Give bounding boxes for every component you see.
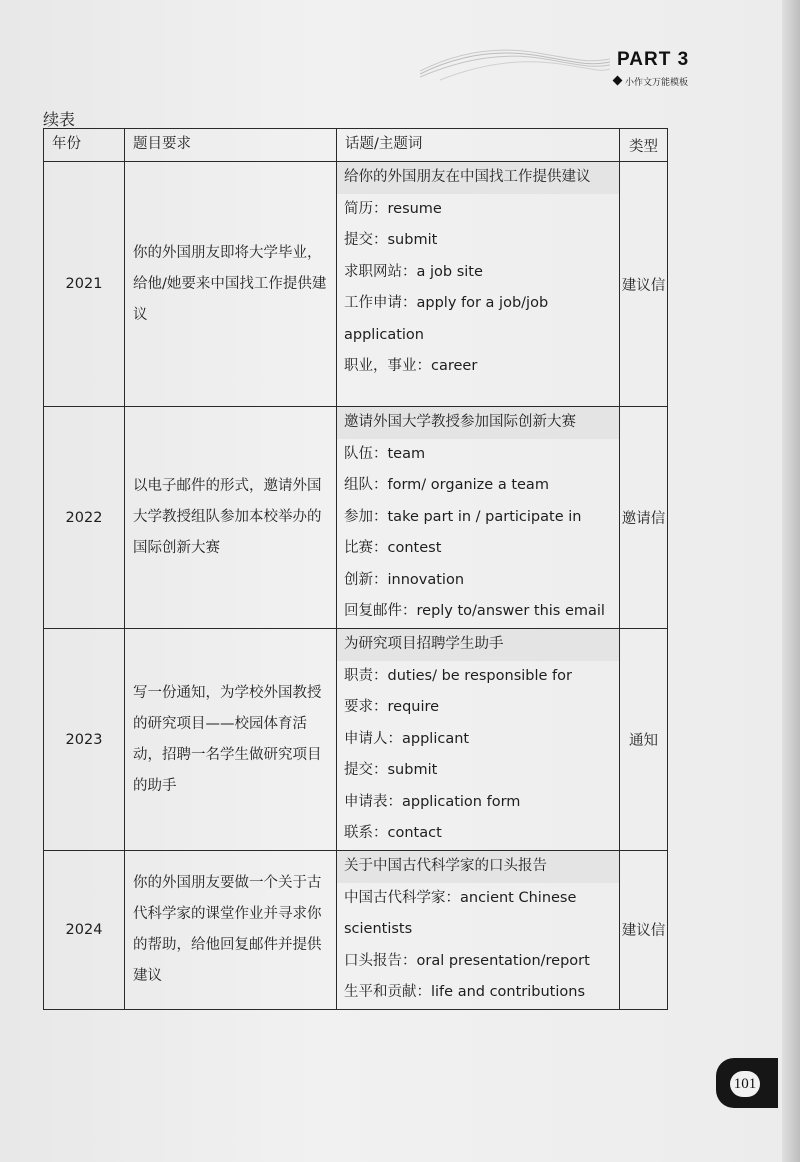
topic-term: 口头报告：oral presentation/report: [344, 952, 590, 969]
topic-term: 生平和贡献：life and contributions: [344, 984, 586, 1000]
page-number: 101: [730, 1071, 760, 1097]
topic-term: 工作申请：apply for a job/job application: [344, 295, 549, 343]
topic-cell: [337, 629, 620, 851]
type-cell: 邀请信: [620, 407, 668, 629]
year-cell: 2022: [44, 407, 125, 629]
type-cell: 建议信: [620, 162, 668, 407]
part-subtitle-text: 小作文万能模板: [625, 78, 689, 88]
table-header-row: [44, 129, 668, 162]
topic-term: 职责：duties/ be responsible for: [344, 667, 572, 684]
topic-term: 中国古代科学家：ancient Chinese scientists: [344, 889, 577, 937]
header-type: 类型: [620, 129, 668, 162]
diamond-bullet-icon: [613, 76, 623, 86]
header-requirement: 题目要求: [125, 129, 337, 162]
requirement-cell: 写一份通知，为学校外国教授的研究项目——校园体育活动，招聘一名学生做研究项目的助手: [125, 629, 337, 851]
page-number-tab: [716, 1058, 778, 1108]
topic-cell: [337, 851, 620, 1010]
writing-topics-table: [43, 128, 668, 1010]
topic-heading: 关于中国古代科学家的口头报告: [337, 851, 620, 883]
topic-term: 提交：submit: [344, 762, 438, 778]
topic-heading: 邀请外国大学教授参加国际创新大赛: [337, 407, 620, 439]
table-row: [44, 162, 668, 407]
topic-term: 回复邮件：reply to/answer this email: [344, 603, 605, 619]
table-row: [44, 407, 668, 629]
topic-term: 提交：submit: [344, 232, 438, 248]
topic-term: 求职网站：a job site: [344, 263, 483, 280]
topic-term: 比赛：contest: [344, 540, 442, 556]
topic-term: 创新：innovation: [344, 571, 465, 588]
year-cell: 2023: [44, 629, 125, 851]
table-row: [44, 851, 668, 1010]
topic-term: 组队：form/ organize a team: [344, 477, 549, 493]
page-gutter-shadow: [782, 0, 800, 1162]
topic-heading: 给你的外国朋友在中国找工作提供建议: [337, 162, 620, 194]
requirement-cell: 你的外国朋友要做一个关于古代科学家的课堂作业并寻求你的帮助，给他回复邮件并提供建议: [125, 851, 337, 1010]
topic-cell: [337, 407, 620, 629]
year-cell: 2024: [44, 851, 125, 1010]
topic-term: 申请人：applicant: [344, 730, 470, 747]
part-title: PART 3: [617, 49, 690, 70]
topic-term: 职业，事业：career: [344, 358, 478, 374]
year-cell: 2021: [44, 162, 125, 407]
topic-term: 要求：require: [344, 699, 440, 715]
header-wave-decoration: [420, 44, 610, 84]
part-subtitle: [614, 75, 688, 88]
topic-term: 联系：contact: [344, 825, 442, 841]
type-cell: 建议信: [620, 851, 668, 1010]
topic-cell: [337, 162, 620, 407]
topic-term: 申请表：application form: [344, 793, 521, 810]
continued-label: 续表: [43, 110, 76, 129]
type-cell: 通知: [620, 629, 668, 851]
topic-term: 参加：take part in / participate in: [344, 508, 582, 525]
topic-term: 队伍：team: [344, 445, 426, 462]
requirement-cell: 你的外国朋友即将大学毕业，给他/她要来中国找工作提供建议: [125, 162, 337, 407]
table-row: [44, 629, 668, 851]
header-topic: 话题/主题词: [337, 129, 620, 162]
topic-heading: 为研究项目招聘学生助手: [337, 629, 620, 661]
header-year: 年份: [44, 129, 125, 162]
requirement-cell: 以电子邮件的形式，邀请外国大学教授组队参加本校举办的国际创新大赛: [125, 407, 337, 629]
topic-term: 简历：resume: [344, 200, 442, 217]
